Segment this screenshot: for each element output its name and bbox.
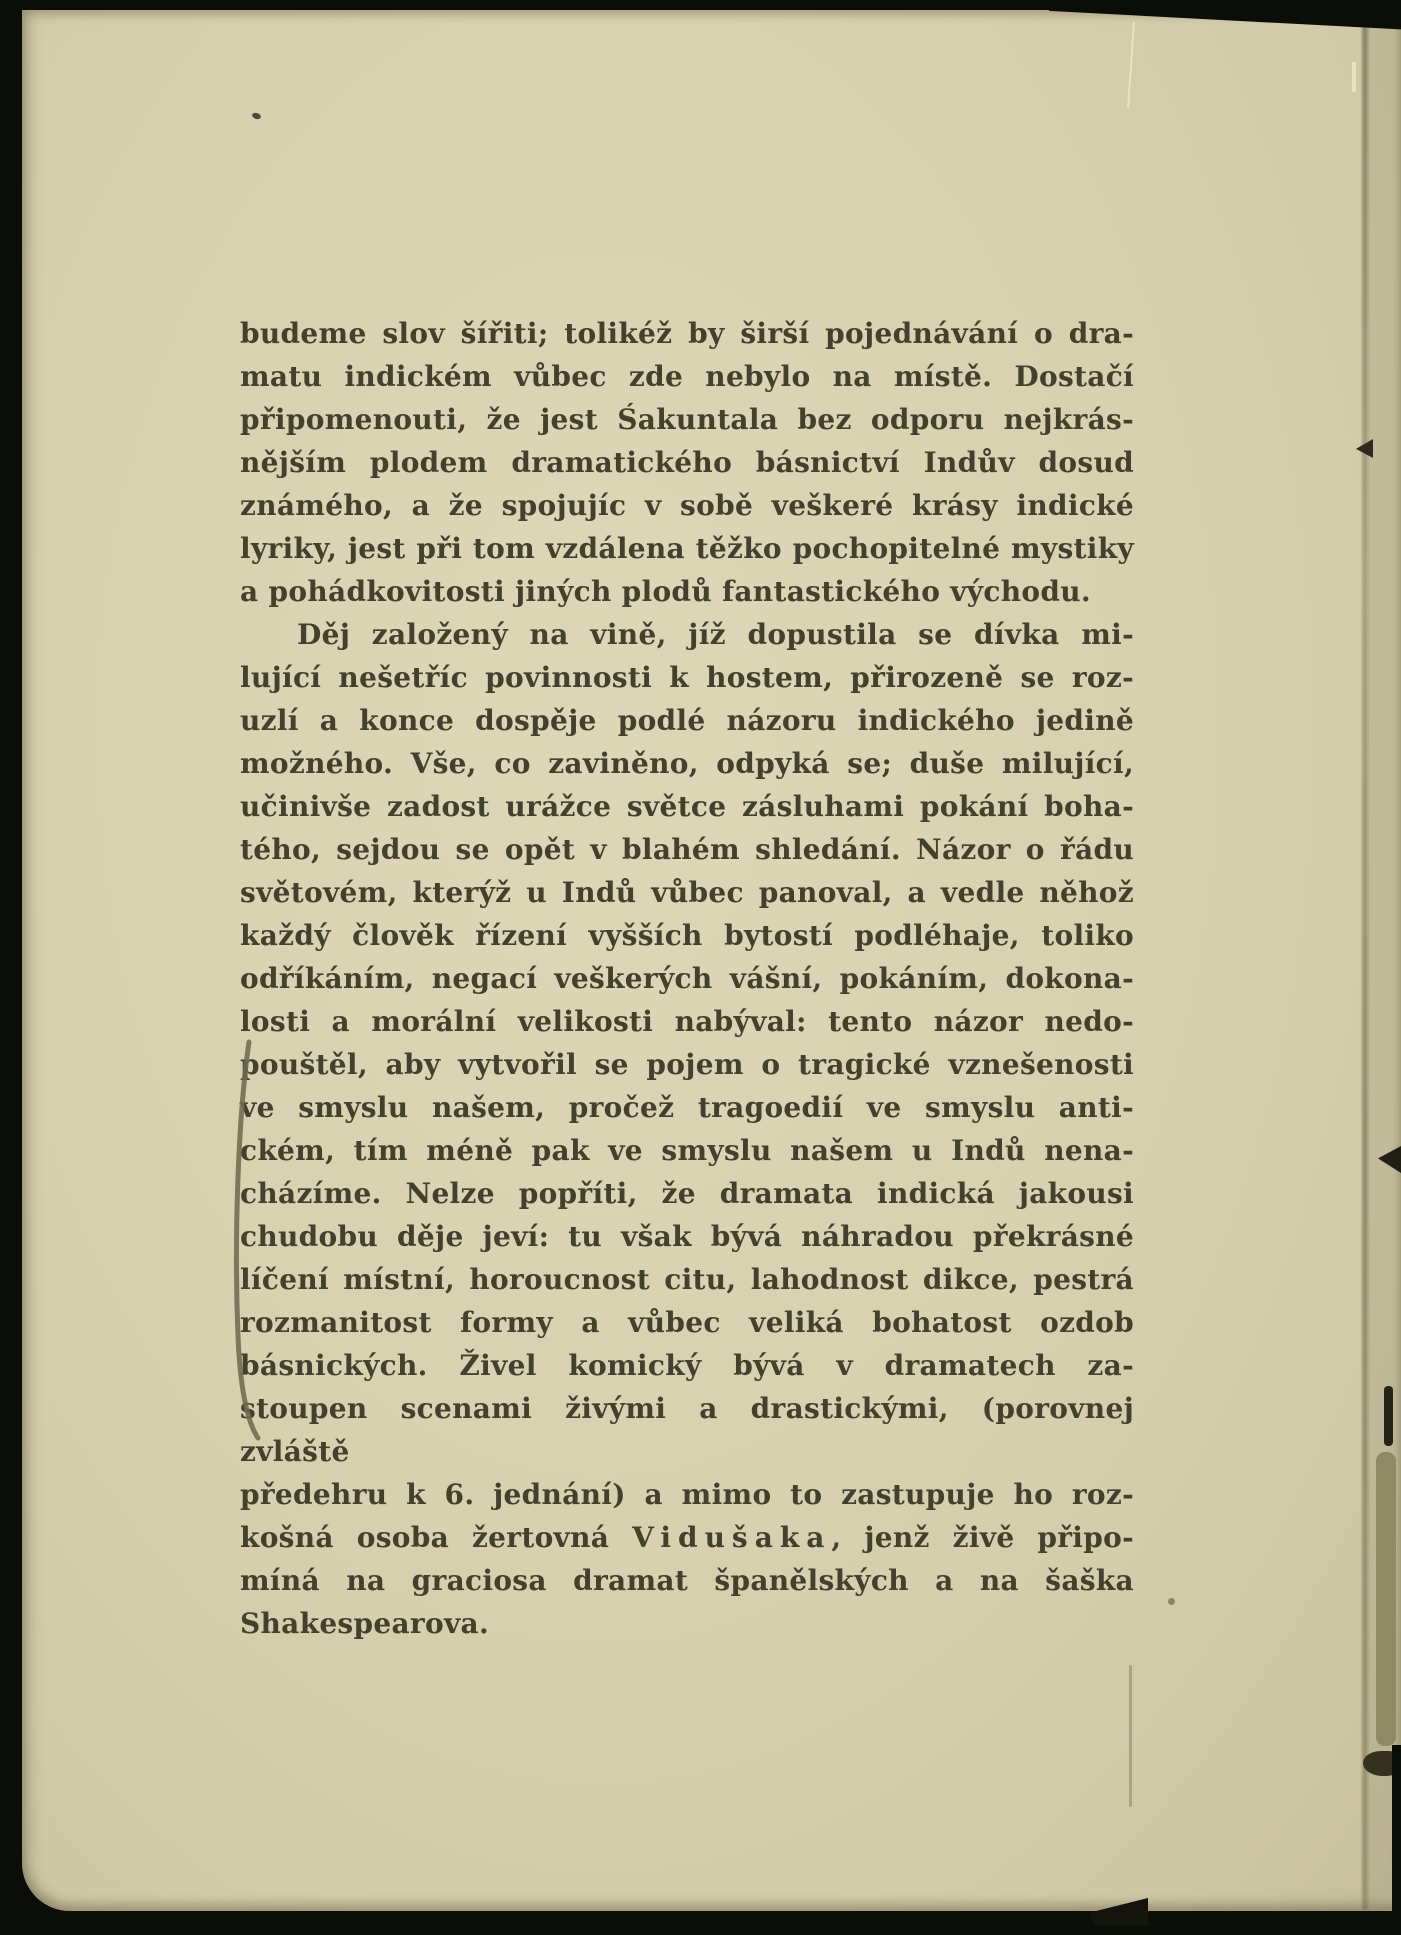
text-segment: , jenž živě připo- [831,1521,1134,1554]
text-segment: košná osoba žertovná [240,1521,633,1554]
ink-dot-mark [251,112,261,120]
text-line: nějším plodem dramatického básnictví Indův dosud [240,446,1134,479]
page-crease [1362,10,1368,1910]
text-line: stoupen scenami živými a drastickými, (porovnej zvláště [240,1392,1134,1468]
text-line: losti a morální velikosti nabýval: tento názor nedo- [240,1005,1134,1038]
text-line: a pohádkovitosti jiných plodů fantastického východu. [240,575,1091,608]
text-line: připomenouti, že jest Śakuntala bez odporu nejkrás- [240,403,1134,436]
faint-scratch-mark [1129,1665,1132,1807]
paper-crack-mark [1127,22,1135,108]
text-line: známého, a že spojujíc v sobě veškeré krásy indické [240,489,1134,522]
text-line: tého, sejdou se opět v blahém shledání. Názor o řádu [240,833,1134,866]
edge-band-mark [1376,1452,1396,1746]
text-line [240,1516,1134,1559]
paper-highlight-dash [1352,62,1356,92]
text-line: možného. Vše, co zaviněno, odpyká se; duše milující, [240,747,1134,780]
text-line: světovém, kterýž u Indů vůbec panoval, a vedle něhož [240,876,1134,909]
text-line: chudobu děje jeví: tu však bývá náhradou překrásné [240,1220,1134,1253]
text-line: lyriky, jest při tom vzdálena těžko pochopitelné mystiky [240,532,1134,565]
margin-pen-stroke [208,1028,278,1452]
text-line: uzlí a konce dospěje podlé názoru indického jedině [240,704,1134,737]
text-line: rozmanitost formy a vůbec veliká bohatost ozdob [240,1306,1134,1339]
text-line: matu indickém vůbec zde nebylo na místě. Dostačí [240,360,1134,393]
text-line: odříkáním, negací veškerých vášní, pokáním, dokona- [240,962,1134,995]
text-line: básnických. Živel komický bývá v dramatech za- [240,1349,1134,1382]
text-line: předehru k 6. jednání) a mimo to zastupuje ho roz- [240,1478,1134,1511]
text-line: míná na graciosa dramat španělských a na šaška [240,1564,1134,1597]
text-line: pouštěl, aby vytvořil se pojem o tragické vznešenosti [240,1048,1134,1081]
small-stain-dot [1168,1598,1175,1605]
text-line: budeme slov šířiti; tolikéž by širší pojednávání o dra- [240,317,1134,350]
page-text [240,312,1134,1645]
text-line: Shakespearova. [240,1607,490,1640]
text-line: líčení místní, horoucnost citu, lahodnost dikce, pestrá [240,1263,1134,1296]
text-line: Děj založený na vině, jíž dopustila se dívka mi- [297,618,1134,651]
text-line: učinivše zadost urážce světce zásluhami pokání boha- [240,790,1134,823]
edge-bar-mark [1384,1386,1393,1446]
text-line: ve smyslu našem, pročež tragoedií ve smyslu anti- [240,1091,1134,1124]
book-page [22,10,1401,1911]
text-line: cházíme. Nelze popříti, že dramata indická jakousi [240,1177,1134,1210]
text-line: lující nešetříc povinnosti k hostem, přirozeně se roz- [240,661,1134,694]
text-line: ckém, tím méně pak ve smyslu našem u Indů nena- [240,1134,1134,1167]
text-line: každý člověk řízení vyšších bytostí podléhaje, toliko [240,919,1134,952]
photo-border-right [1392,1745,1401,1935]
character-name: Vidušaka [632,1521,832,1554]
